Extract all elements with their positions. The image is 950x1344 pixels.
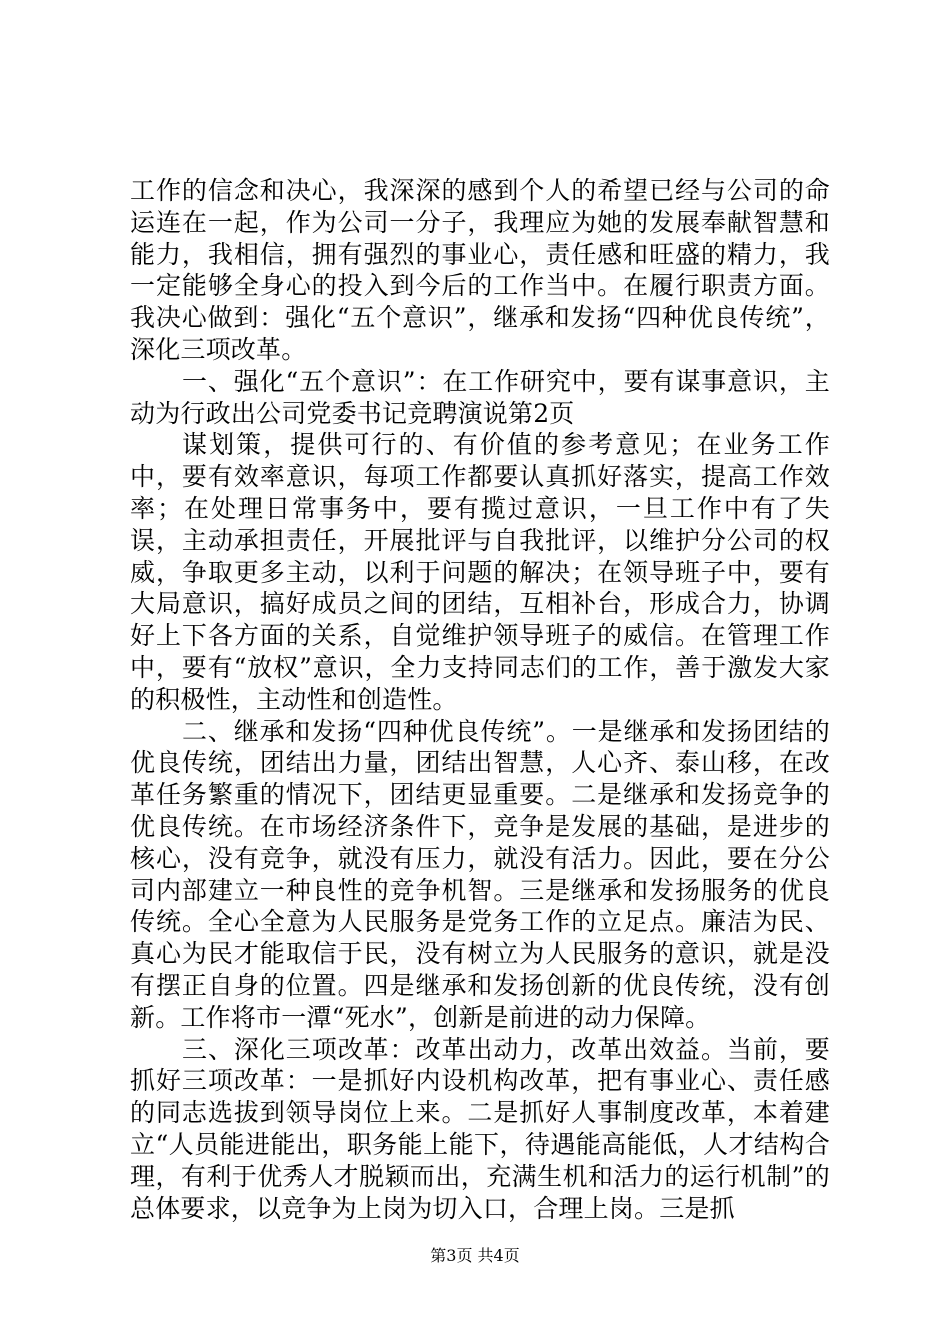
paragraph-3: 谋划策，提供可行的、有价值的参考意见；在业务工作中，要有效率意识，每项工作都要认真抓好落实，提高工作效率；在处理日常事务中，要有揽过意识，一旦工作中有了失误，主动承担责任，开展批评与自我批评，以维护分公司的权威，争取更多主动，以利于问题的解决；在领导班子中，要有大局意识，搞好成员之间的团结，互相补台，形成合力，协调好上下各方面的关系，自觉维护领导班子的威信。在管理工作中，要有“放权”意识，全力支持同志们的工作，善于激发大家的积极性，主动性和创造性。 — [130, 430, 830, 714]
paragraph-5: 三、深化三项改革：改革出动力，改革出效益。当前，要抓好三项改革：一是抓好内设机构改革，把有事业心、责任感的同志选拔到领导岗位上来。二是抓好人事制度改革，本着建立“人员能进能出，职务能上能下，待遇能高能低，人才结构合理，有利于优秀人才脱颖而出，充满生机和活力的运行机制”的总体要求，以竞争为上岗为切入口，合理上岗。三是抓 — [130, 1034, 830, 1223]
body-text — [130, 175, 830, 1224]
page-footer: 第3页 共4页 — [430, 1246, 520, 1265]
paragraph-1: 工作的信念和决心，我深深的感到个人的希望已经与公司的命运连在一起，作为公司一分子，我理应为她的发展奉献智慧和能力，我相信，拥有强烈的事业心，责任感和旺盛的精力，我一定能够全身心的投入到今后的工作当中。在履行职责方面。我决心做到：强化“五个意识”，继承和发扬“四种优良传统”，深化三项改革。 — [130, 176, 830, 364]
paragraph-2: 一、强化“五个意识”：在工作研究中，要有谋事意识，主动为行政出公司党委书记竞聘演说第2页 — [130, 366, 830, 428]
paragraph-4: 二、继承和发扬“四种优良传统”。一是继承和发扬团结的优良传统，团结出力量，团结出智慧，人心齐、泰山移，在改革任务繁重的情况下，团结更显重要。二是继承和发扬竞争的优良传统。在市场经济条件下，竞争是发展的基础，是进步的核心，没有竞争，就没有压力，就没有活力。因此，要在分公司内部建立一种良性的竞争机智。三是继承和发扬服务的优良传统。全心全意为人民服务是党务工作的立足点。廉洁为民、真心为民才能取信于民，没有树立为人民服务的意识，就是没有摆正自身的位置。四是继承和发扬创新的优良传统，没有创新。工作将市一潭“死水”，创新是前进的动力保障。 — [130, 716, 830, 1032]
